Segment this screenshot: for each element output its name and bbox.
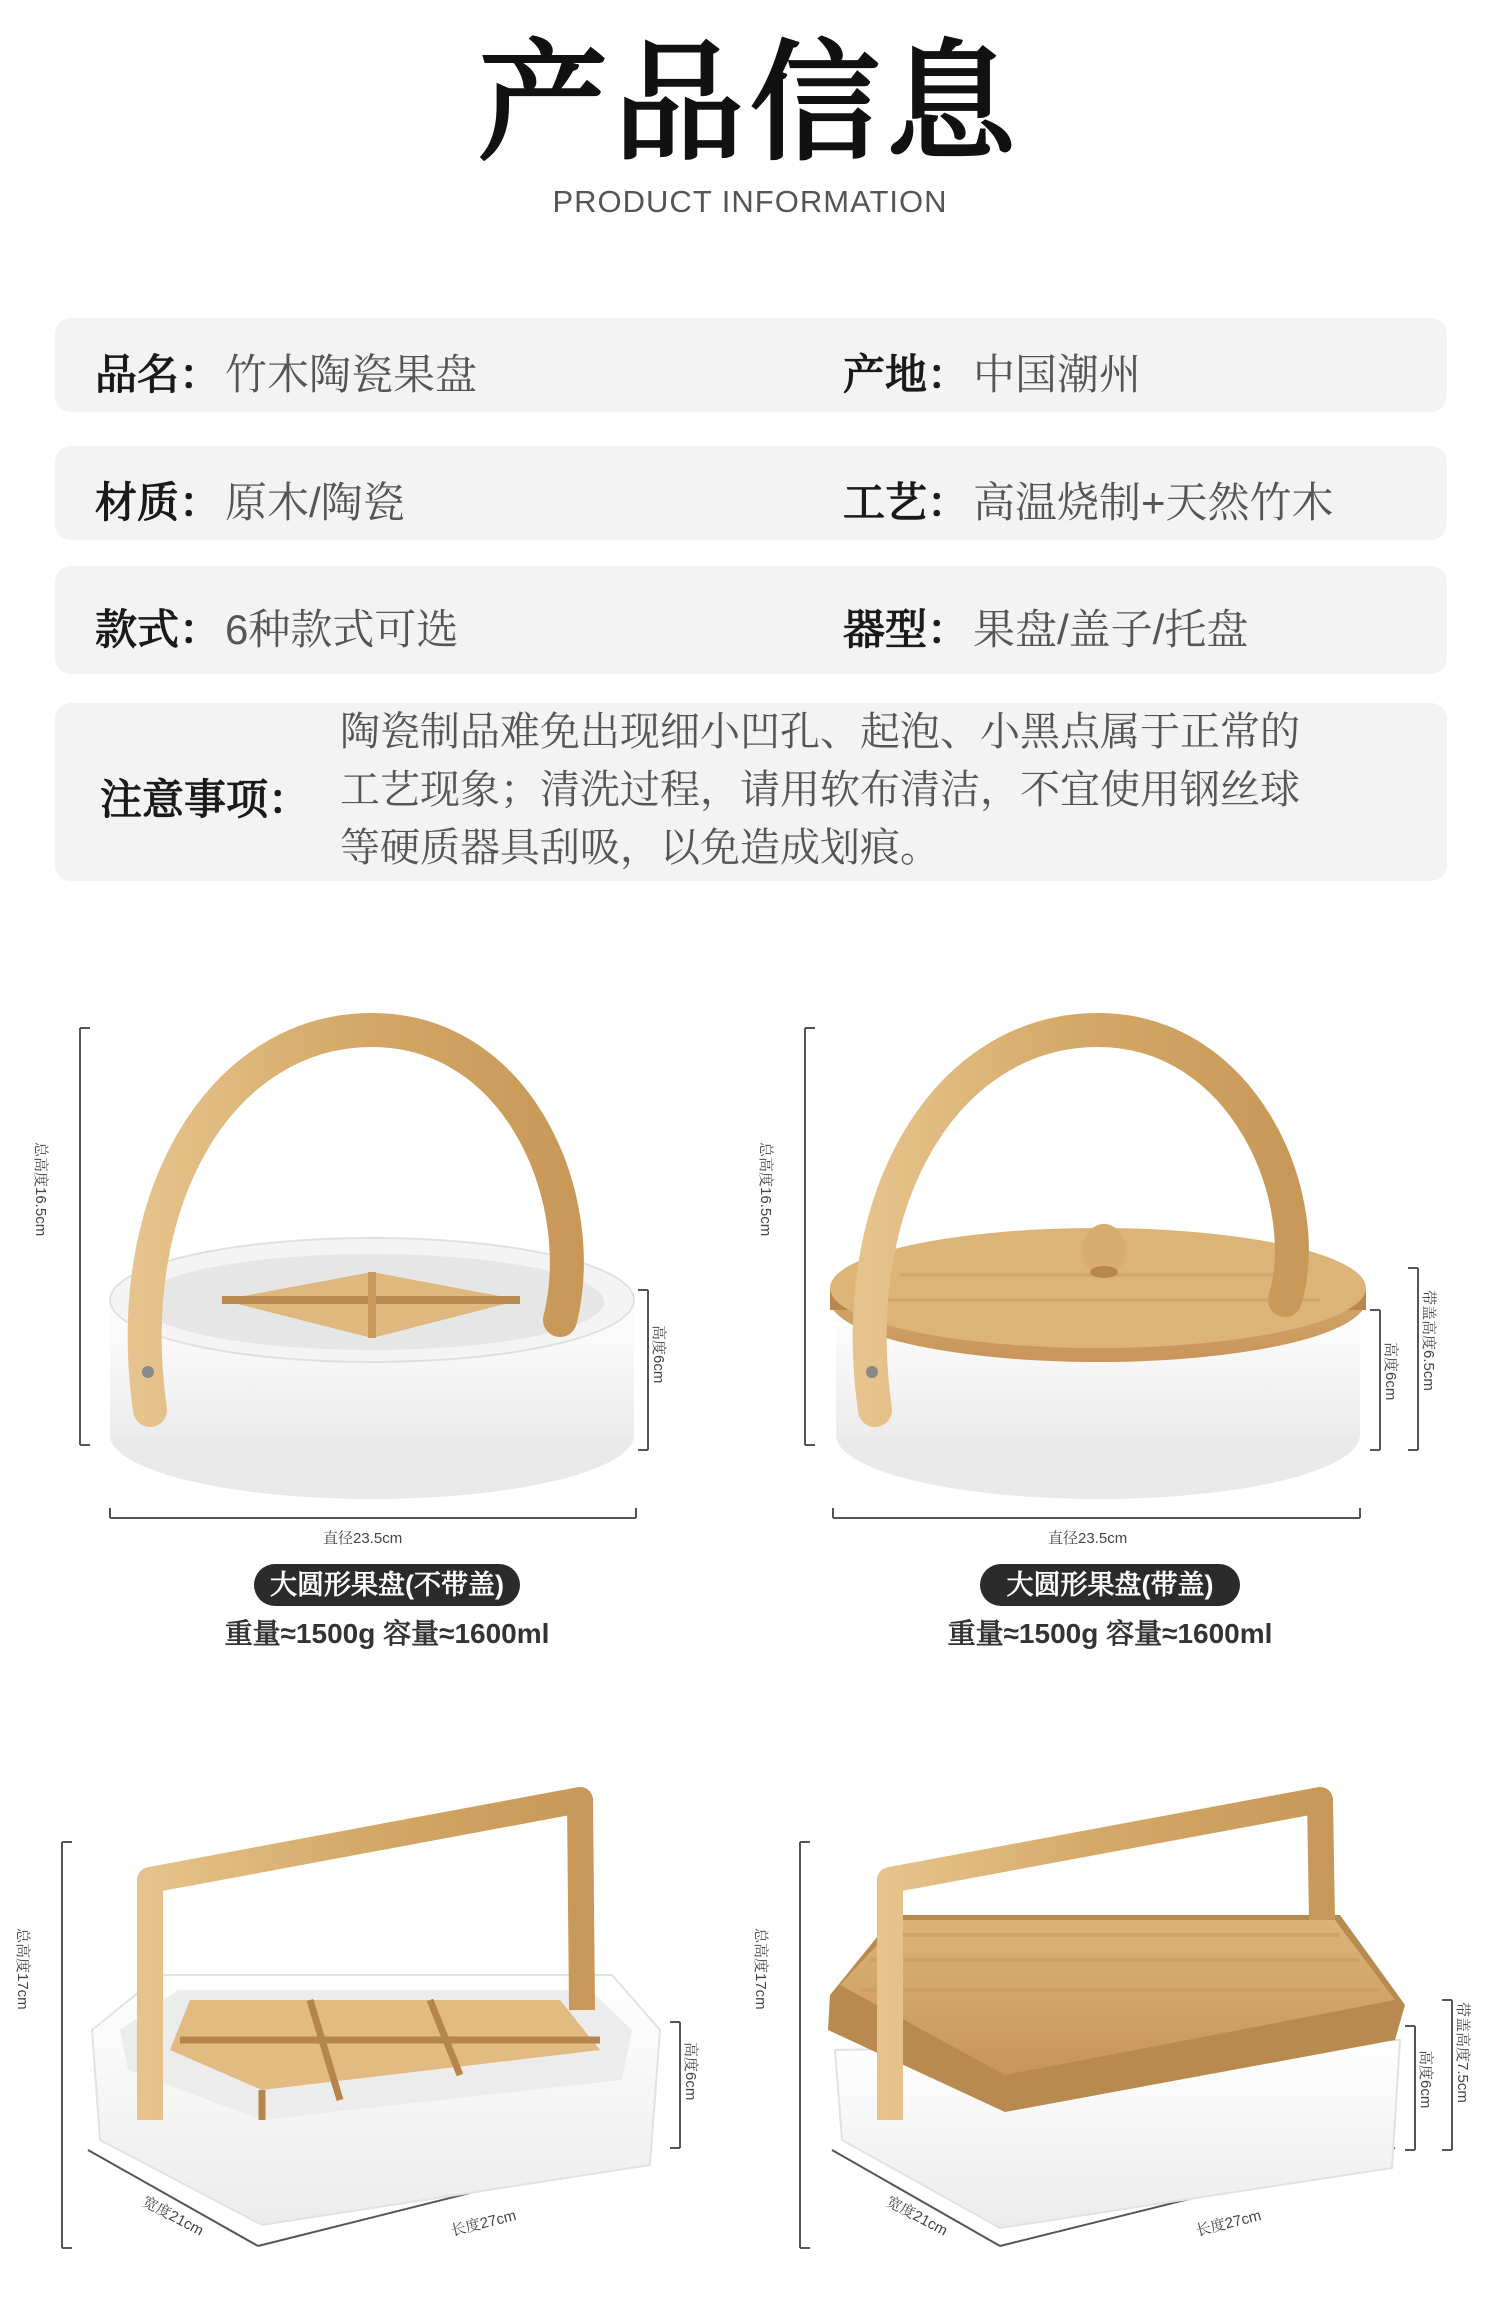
page-title: 产品信息 — [477, 30, 1022, 176]
p1-total-height-label: 总高度16.5cm — [32, 1142, 49, 1237]
p3-rect-tray — [92, 1800, 660, 2225]
p3-width-label: 宽度21cm — [139, 2193, 207, 2240]
p4-width-label: 宽度21cm — [883, 2193, 951, 2240]
p2-spec: 重量≈1500g 容量≈1600ml — [947, 1618, 1273, 1649]
style-value: 6种款式可选 — [225, 606, 459, 653]
shape-label: 器型： — [843, 606, 970, 653]
p1-spec: 重量≈1500g 容量≈1600ml — [224, 1618, 550, 1649]
page-subtitle: PRODUCT INFORMATION — [552, 184, 948, 219]
notes-line-1: 陶瓷制品难免出现细小凹孔、起泡、小黑点属于正常的 — [340, 710, 1300, 754]
p4-rect-tray-with-lid — [828, 1800, 1405, 2228]
p4-total-height-label: 总高度17cm — [752, 1928, 769, 2010]
material-value: 原木/陶瓷 — [225, 479, 405, 526]
p2-lid-height-label: 带盖高度6.5cm — [1420, 1290, 1437, 1391]
p1-round-tray — [110, 1030, 634, 1499]
material-label: 材质： — [95, 479, 222, 526]
style-label: 款式： — [95, 606, 222, 653]
p4-lid-height-label: 带盖高度7.5cm — [1454, 2002, 1471, 2103]
craft-value: 高温烧制+天然竹木 — [973, 479, 1334, 526]
craft-label: 工艺： — [843, 479, 970, 526]
p2-diameter-label: 直径23.5cm — [1048, 1530, 1128, 1547]
p1-name-badge: 大圆形果盘(不带盖) — [254, 1564, 520, 1606]
shape-value: 果盘/盖子/托盘 — [973, 606, 1249, 653]
p2-name-badge: 大圆形果盘(带盖) — [980, 1564, 1240, 1606]
p4-length-label: 长度27cm — [1194, 2207, 1263, 2240]
p3-length-label: 长度27cm — [449, 2207, 518, 2240]
p1-diameter-label: 直径23.5cm — [323, 1530, 403, 1547]
name-label: 品名： — [95, 351, 222, 398]
origin-value: 中国潮州 — [973, 351, 1142, 398]
notes-line-3: 等硬质器具刮吸，以免造成划痕。 — [340, 826, 940, 870]
p3-total-height-label: 总高度17cm — [14, 1928, 31, 2010]
p4-height-label: 高度6cm — [1417, 2050, 1434, 2109]
p1-height-label: 高度6cm — [650, 1325, 667, 1384]
notes-line-2: 工艺现象；清洗过程，请用软布清洁，不宜使用钢丝球 — [340, 768, 1300, 812]
p3-height-label: 高度6cm — [682, 2042, 699, 2101]
p2-height-label: 高度6cm — [1382, 1342, 1399, 1401]
notes-label: 注意事项： — [100, 776, 311, 823]
p2-total-height-label: 总高度16.5cm — [757, 1142, 774, 1237]
origin-label: 产地： — [843, 351, 970, 398]
p2-round-tray-with-lid — [830, 1030, 1366, 1499]
name-value: 竹木陶瓷果盘 — [225, 351, 478, 398]
